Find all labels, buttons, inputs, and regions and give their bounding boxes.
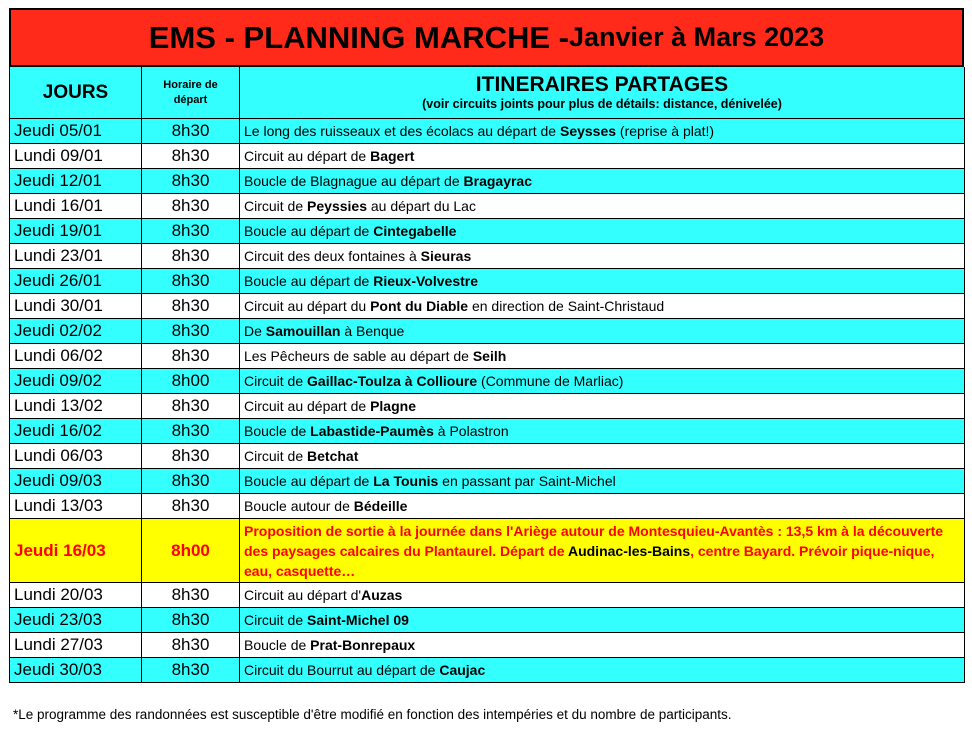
row-day: Jeudi 09/03 — [10, 469, 142, 494]
row-day: Lundi 16/01 — [10, 194, 142, 219]
table-row — [10, 419, 965, 444]
row-time: 8h00 — [142, 519, 240, 583]
row-time: 8h30 — [142, 394, 240, 419]
row-day: Jeudi 12/01 — [10, 169, 142, 194]
itinerary-text: Boucle autour de — [244, 498, 354, 514]
row-time: 8h00 — [142, 369, 240, 394]
header-itineraires — [240, 67, 965, 119]
row-day: Lundi 23/01 — [10, 244, 142, 269]
itinerary-place: Bagert — [370, 148, 415, 164]
itinerary-place: Rieux-Volvestre — [373, 273, 478, 289]
row-itinerary — [240, 219, 965, 244]
row-day: Lundi 06/02 — [10, 344, 142, 369]
itinerary-place: Sieuras — [420, 248, 472, 264]
row-itinerary — [240, 344, 965, 369]
table-row — [10, 194, 965, 219]
table-row — [10, 494, 965, 519]
title-period: Janvier à Mars 2023 — [569, 22, 825, 52]
itinerary-place: Gaillac-Toulza à Collioure — [307, 373, 478, 389]
table-row — [10, 269, 965, 294]
row-itinerary — [240, 169, 965, 194]
itinerary-text-after: (Commune de Marliac) — [477, 373, 624, 389]
itinerary-place: Caujac — [439, 662, 486, 678]
row-itinerary — [240, 319, 965, 344]
row-itinerary — [240, 419, 965, 444]
itinerary-text: Proposition de sortie à la journée dans l'Ariège autour de Montesquieu-Avantès : 13,5 km à la découverte des paysages calcaires du Plantaurel. Départ de — [244, 522, 944, 559]
itinerary-text: Circuit de — [244, 448, 308, 464]
itinerary-text: Circuit de — [244, 612, 308, 628]
row-itinerary — [240, 519, 965, 583]
row-itinerary — [240, 244, 965, 269]
itinerary-text: Circuit au départ du — [244, 298, 371, 314]
row-itinerary — [240, 608, 965, 633]
itinerary-place: Auzas — [361, 587, 403, 603]
row-itinerary — [240, 494, 965, 519]
itinerary-text: Circuit de — [244, 198, 308, 214]
table-row — [10, 469, 965, 494]
itinerary-text: Circuit au départ d' — [244, 587, 362, 603]
itinerary-text-after: en direction de Saint-Christaud — [468, 298, 665, 314]
row-time: 8h30 — [142, 444, 240, 469]
itinerary-place: Bragayrac — [463, 173, 533, 189]
table-row — [10, 444, 965, 469]
row-itinerary — [240, 633, 965, 658]
table-row — [10, 633, 965, 658]
row-time: 8h30 — [142, 344, 240, 369]
itinerary-text: Les Pêcheurs de sable au départ de — [244, 348, 473, 364]
row-day: Jeudi 30/03 — [10, 658, 142, 683]
title-main: EMS - PLANNING MARCHE - — [148, 19, 570, 55]
table-row — [10, 369, 965, 394]
itinerary-place: Peyssies — [307, 198, 367, 214]
itinerary-text-after: à Polastron — [433, 423, 509, 439]
row-time: 8h30 — [142, 419, 240, 444]
table-row — [10, 658, 965, 683]
row-itinerary — [240, 194, 965, 219]
itinerary-place: Seysses — [559, 123, 617, 139]
row-itinerary — [240, 469, 965, 494]
table-row — [10, 608, 965, 633]
row-day: Jeudi 16/02 — [10, 419, 142, 444]
itinerary-text-after: (reprise à plat!) — [616, 123, 715, 139]
itinerary-text-after: à Benque — [340, 323, 405, 339]
planning-sheet — [9, 8, 964, 683]
row-day: Lundi 27/03 — [10, 633, 142, 658]
row-day: Jeudi 16/03 — [10, 519, 142, 583]
itinerary-text: Boucle au départ de — [244, 473, 374, 489]
row-itinerary — [240, 583, 965, 608]
table-row — [10, 169, 965, 194]
row-day: Lundi 06/03 — [10, 444, 142, 469]
table-row — [10, 583, 965, 608]
table-header-row — [10, 67, 965, 119]
row-time: 8h30 — [142, 244, 240, 269]
itinerary-text-after: au départ du Lac — [366, 198, 476, 214]
table-row — [10, 394, 965, 419]
row-time: 8h30 — [142, 469, 240, 494]
header-itineraires-note: (voir circuits joints pour plus de détails: distance, dénivelée) — [422, 96, 782, 111]
row-itinerary — [240, 658, 965, 683]
itinerary-text: Boucle de — [244, 423, 311, 439]
row-itinerary — [240, 144, 965, 169]
row-day: Jeudi 09/02 — [10, 369, 142, 394]
header-itineraires-title: ITINERAIRES PARTAGES — [475, 72, 729, 96]
itinerary-text: Circuit au départ de — [244, 398, 371, 414]
row-time: 8h30 — [142, 144, 240, 169]
header-horaire: Horaire de départ — [142, 67, 240, 119]
table-row — [10, 319, 965, 344]
table-row — [10, 219, 965, 244]
row-day: Jeudi 19/01 — [10, 219, 142, 244]
row-time: 8h30 — [142, 494, 240, 519]
row-day: Lundi 09/01 — [10, 144, 142, 169]
itinerary-place: Prat-Bonrepaux — [310, 637, 416, 653]
row-itinerary — [240, 294, 965, 319]
row-itinerary — [240, 119, 965, 144]
row-time: 8h30 — [142, 608, 240, 633]
itinerary-place: Betchat — [307, 448, 359, 464]
row-day: Jeudi 05/01 — [10, 119, 142, 144]
itinerary-text: Le long des ruisseaux et des écolacs au départ de — [244, 123, 560, 139]
table-row — [10, 344, 965, 369]
row-time: 8h30 — [142, 658, 240, 683]
table-row — [10, 144, 965, 169]
row-itinerary — [240, 444, 965, 469]
row-day: Jeudi 26/01 — [10, 269, 142, 294]
row-day: Lundi 30/01 — [10, 294, 142, 319]
row-day: Lundi 20/03 — [10, 583, 142, 608]
table-row — [10, 244, 965, 269]
row-time: 8h30 — [142, 319, 240, 344]
itinerary-place: La Tounis — [373, 473, 439, 489]
itinerary-place: Samouillan — [265, 323, 341, 339]
itinerary-place: Pont du Diable — [370, 298, 469, 314]
footnote: *Le programme des randonnées est susceptible d'être modifié en fonction des intempéries et du nombre de participants. — [13, 707, 732, 722]
table-row — [10, 119, 965, 144]
row-itinerary — [240, 269, 965, 294]
itinerary-place: Labastide-Paumès — [310, 423, 434, 439]
row-day: Lundi 13/03 — [10, 494, 142, 519]
itinerary-text: Circuit de — [244, 373, 308, 389]
page-title — [9, 8, 964, 67]
itinerary-place: Bédeille — [353, 498, 408, 514]
row-time: 8h30 — [142, 119, 240, 144]
header-jours: JOURS — [10, 67, 142, 119]
schedule-table — [9, 67, 965, 683]
itinerary-text: Boucle de Blagnague au départ de — [244, 173, 464, 189]
row-itinerary — [240, 369, 965, 394]
table-row-highlight — [10, 519, 965, 583]
itinerary-place: Cintegabelle — [373, 223, 457, 239]
row-day: Jeudi 23/03 — [10, 608, 142, 633]
itinerary-text: Circuit au départ de — [244, 148, 371, 164]
row-time: 8h30 — [142, 633, 240, 658]
row-time: 8h30 — [142, 194, 240, 219]
itinerary-text: Boucle au départ de — [244, 223, 374, 239]
itinerary-text-after: en passant par Saint-Michel — [438, 473, 616, 489]
itinerary-text: Circuit du Bourrut au départ de — [244, 662, 440, 678]
itinerary-place: Plagne — [370, 398, 416, 414]
row-time: 8h30 — [142, 219, 240, 244]
row-time: 8h30 — [142, 269, 240, 294]
itinerary-text: Boucle de — [244, 637, 311, 653]
row-time: 8h30 — [142, 169, 240, 194]
row-itinerary — [240, 394, 965, 419]
itinerary-text: Boucle au départ de — [244, 273, 374, 289]
itinerary-place: Seilh — [472, 348, 507, 364]
row-time: 8h30 — [142, 583, 240, 608]
itinerary-text-after: , centre Bayard. Prévoir pique-nique, eau, casquette… — [244, 542, 935, 579]
itinerary-place: Audinac-les-Bains — [567, 542, 691, 559]
itinerary-place: Saint-Michel 09 — [307, 612, 409, 628]
table-row — [10, 294, 965, 319]
itinerary-text: Circuit des deux fontaines à — [244, 248, 421, 264]
row-day: Jeudi 02/02 — [10, 319, 142, 344]
itinerary-text: De — [244, 323, 266, 339]
row-day: Lundi 13/02 — [10, 394, 142, 419]
row-time: 8h30 — [142, 294, 240, 319]
